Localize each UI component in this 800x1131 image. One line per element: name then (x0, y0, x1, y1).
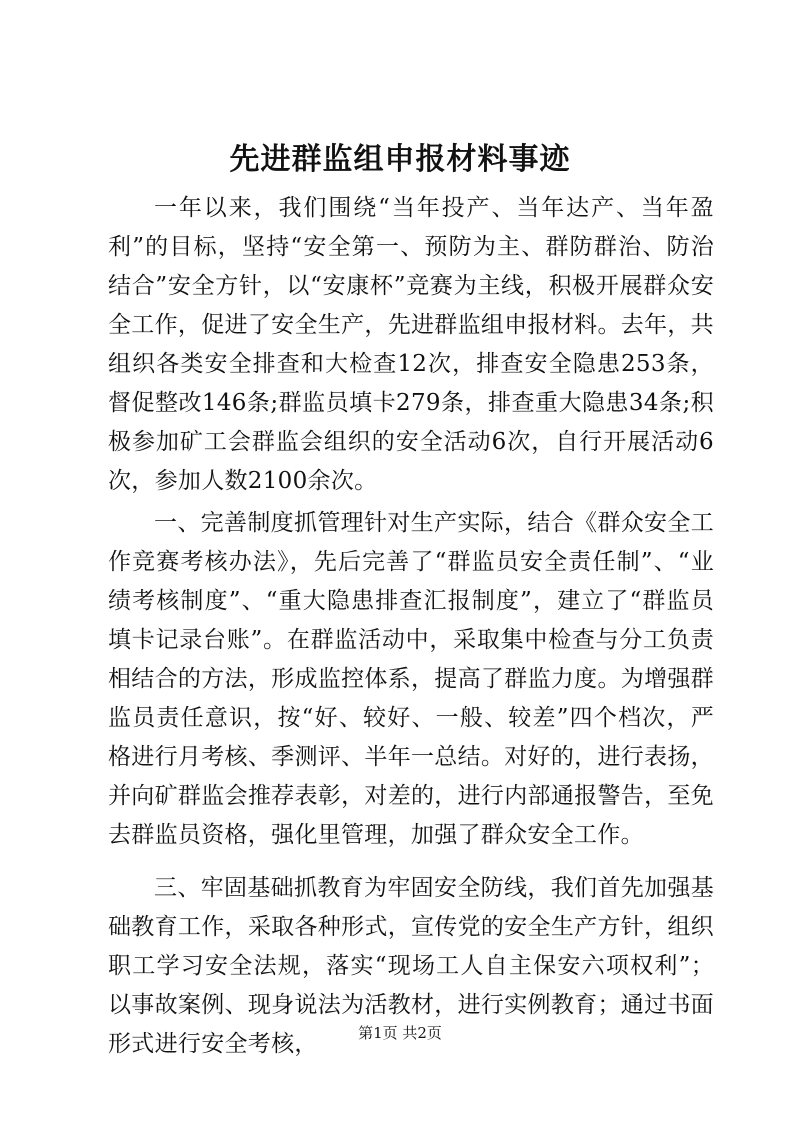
document-body (108, 189, 714, 1064)
document-title: 先进群监组申报材料事迹 (229, 142, 571, 177)
paragraph-intro: 一年以来，我们围绕“当年投产、当年达产、当年盈利”的目标，坚持“安全第一、预防为主、群防群治、防治结合”安全方针，以“安康杯”竞赛为主线，积极开展群众安全工作，促进了安全生产，先进群监组申报材料。去年，共组织各类安全排查和大检查12次，排查安全隐患253条，督促整改146条;群监员填卡279条，排查重大隐患34条;积极参加矿工会群监会组织的安全活动6次，自行开展活动6次，参加人数2100余次。 (108, 195, 714, 494)
paragraph-section-1: 一、完善制度抓管理针对生产实际，结合《群众安全工作竞赛考核办法》，先后完善了“群监员安全责任制”、“业绩考核制度”、“重大隐患排查汇报制度”，建立了“群监员填卡记录台账”。在群监活动中，采取集中检查与分工负责相结合的方法，形成监控体系，提高了群监力度。为增强群监员责任意识，按“好、较好、一般、较差”四个档次，严格进行月考核、季测评、半年一总结。对好的，进行表扬，并向矿群监会推荐表彰，对差的，进行内部通报警告，至免去群监员资格，强化里管理，加强了群众安全工作。 (108, 510, 714, 848)
page-footer: 第1页 共2页 (358, 1024, 442, 1042)
paragraph-section-3: 三、牢固基础抓教育为牢固安全防线，我们首先加强基础教育工作，采取各种形式，宣传党的安全生产方针，组织职工学习安全法规，落实“现场工人自主保安六项权利”；以事故案例、现身说法为活教材，进行实例教育；通过书面形式进行安全考核， (108, 875, 714, 1057)
